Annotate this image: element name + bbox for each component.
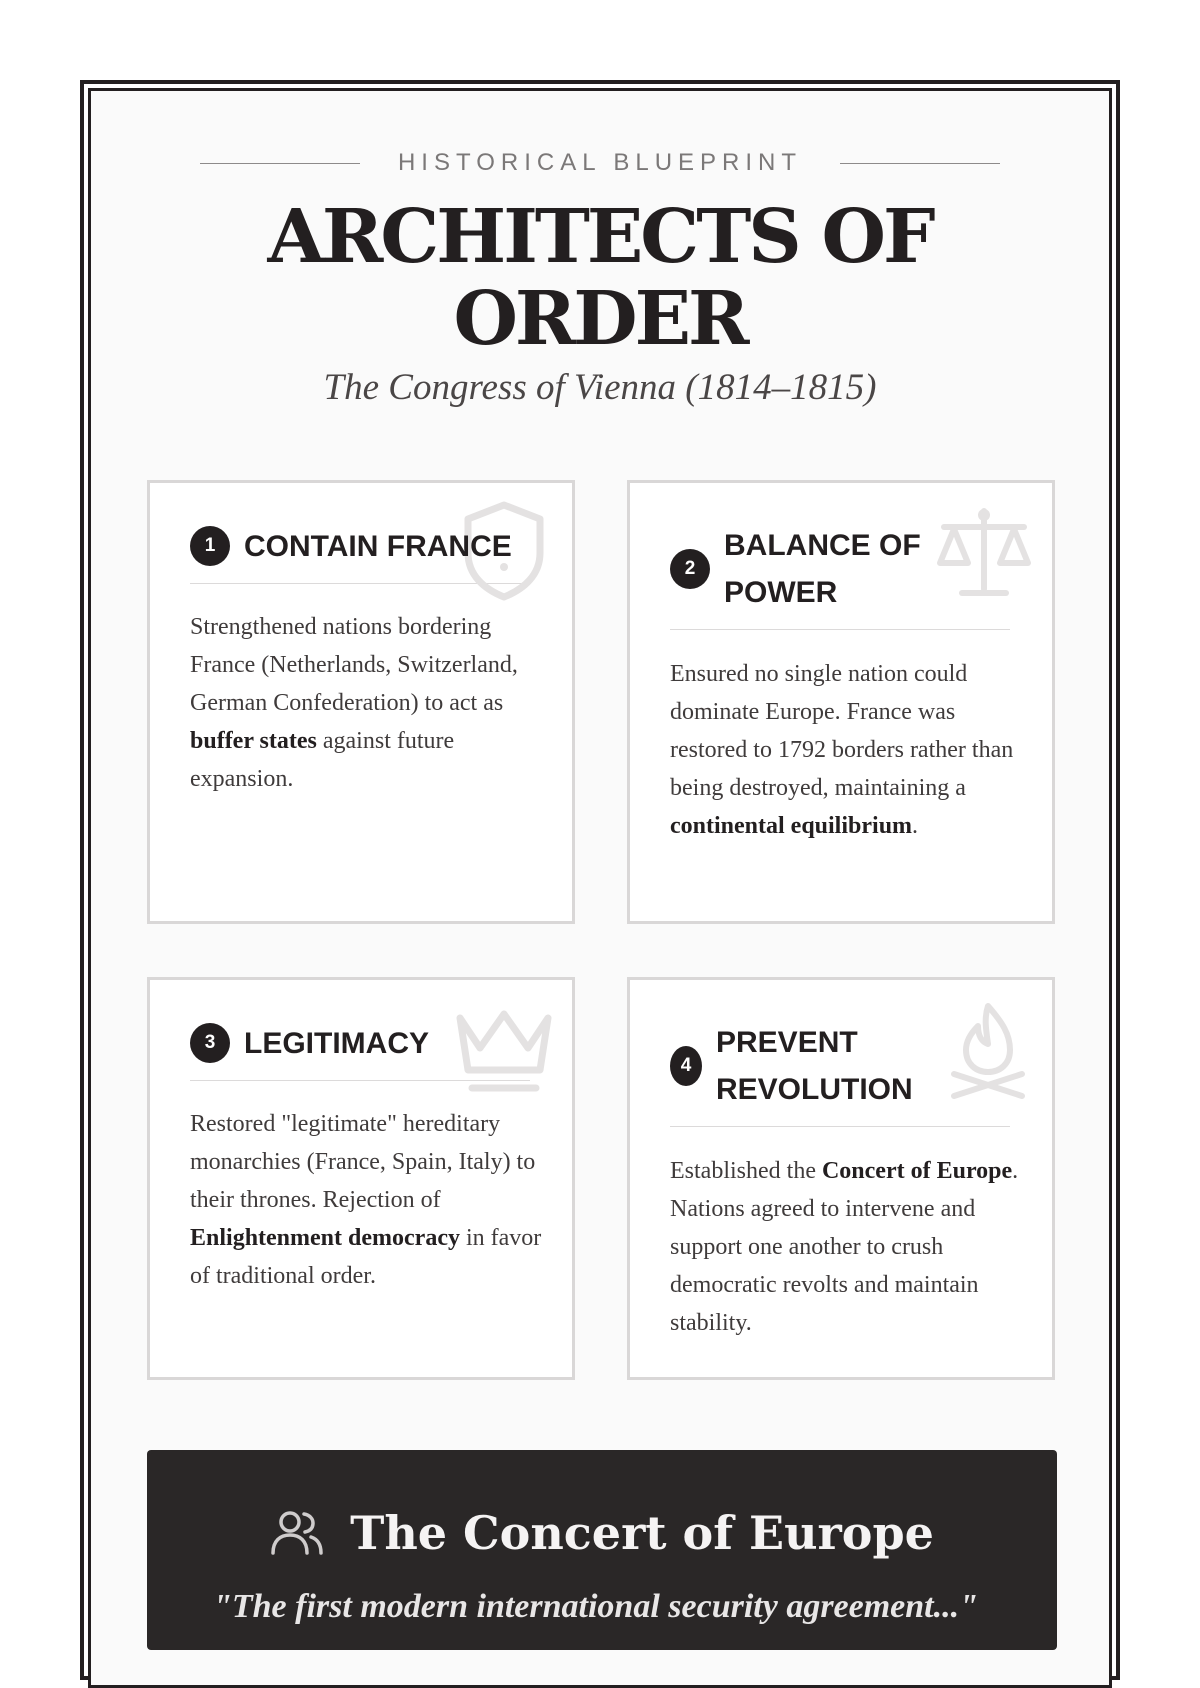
eyebrow-label: HISTORICAL BLUEPRINT <box>397 149 803 176</box>
scales-icon <box>934 505 1034 601</box>
card-title: CONTAIN FRANCE <box>244 529 512 563</box>
campfire-icon <box>946 1000 1030 1104</box>
card-title-line-2: REVOLUTION <box>716 1073 913 1106</box>
card-body <box>670 1152 1022 1342</box>
card-number-badge: 4 <box>670 1046 702 1086</box>
concert-quote: "The first modern international security agreement..." <box>213 1588 978 1625</box>
card-title-line-1: PREVENT <box>716 1026 858 1059</box>
card-title-line-2: POWER <box>724 576 838 609</box>
eyebrow-rule-left <box>200 163 360 164</box>
card-text: Strengthened nations bordering France (Netherlands, Switzerland, German Confederation) to act as <box>190 614 518 716</box>
card-emphasis: Concert of Europe <box>821 1158 1013 1184</box>
page-subtitle: The Congress of Vienna (1814–1815) <box>323 367 877 408</box>
card-title: LEGITIMACY <box>244 1026 429 1060</box>
card-legitimacy <box>147 977 575 1380</box>
card-contain-france <box>147 480 575 924</box>
users-icon <box>270 1509 324 1557</box>
card-balance-of-power <box>627 480 1055 924</box>
card-emphasis: buffer states <box>190 728 317 754</box>
card-emphasis: continental equilibrium <box>670 813 913 839</box>
card-text-end: against future expansion. <box>190 728 455 792</box>
card-emphasis: Enlightenment democracy <box>190 1225 460 1251</box>
card-title <box>716 1019 913 1113</box>
card-text: Ensured no single nation could dominate Europe. France was restored to 1792 borders rather than being destroyed, maintaining a <box>670 661 1014 801</box>
card-title-line-1: BALANCE OF <box>724 529 921 562</box>
card-number-badge: 1 <box>190 526 230 566</box>
card-text-end: . <box>912 813 919 839</box>
page-title <box>100 196 1100 360</box>
card-text-end: . Nations agreed to intervene and support one another to crush democratic revolts and maintain stability. <box>670 1158 1019 1336</box>
card-body <box>190 1105 542 1295</box>
card-text: Restored "legitimate" hereditary monarchies (France, Spain, Italy) to their thrones. Rejection of <box>190 1111 536 1213</box>
page-title-line-2: ORDER <box>453 276 747 362</box>
concert-header <box>147 1506 1057 1560</box>
card-title <box>724 522 921 616</box>
card-body <box>190 608 542 798</box>
crown-icon <box>452 1004 556 1096</box>
card-text-end: in favor of traditional order. <box>190 1225 542 1289</box>
eyebrow-rule-right <box>840 163 1000 164</box>
page-title-line-1: ARCHITECTS OF <box>267 194 933 280</box>
concert-title: The Concert of Europe <box>350 1506 934 1560</box>
card-text: Established the <box>670 1158 822 1184</box>
card-body <box>670 655 1022 845</box>
card-number-badge: 3 <box>190 1023 230 1063</box>
card-number-badge: 2 <box>670 549 710 589</box>
card-prevent-revolution <box>627 977 1055 1380</box>
eyebrow-row <box>200 148 1000 178</box>
concert-panel <box>147 1450 1057 1650</box>
